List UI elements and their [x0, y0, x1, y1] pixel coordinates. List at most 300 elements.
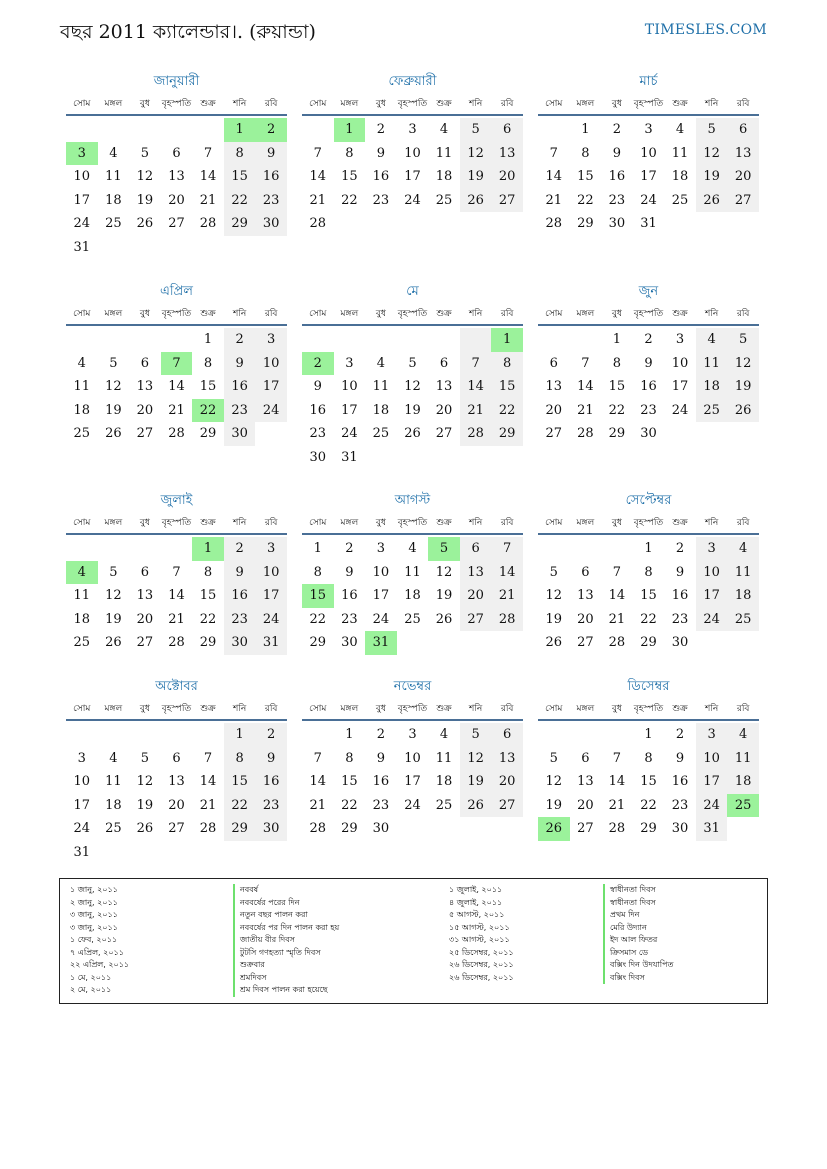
day-cell[interactable]: 19 — [545, 797, 563, 813]
day-cell[interactable]: 5 — [696, 118, 728, 142]
day-cell[interactable]: 18 — [404, 588, 421, 604]
day-cell[interactable]: 21 — [608, 797, 626, 813]
day-cell[interactable]: 14 — [491, 561, 523, 585]
day-cell[interactable]: 26 — [105, 635, 122, 651]
day-cell[interactable]: 9 — [224, 561, 256, 585]
day-cell[interactable]: 22 — [224, 794, 256, 818]
day-cell[interactable]: 29 — [199, 635, 217, 651]
day-cell[interactable]: 10 — [341, 379, 358, 395]
day-cell[interactable]: 28 — [168, 426, 185, 442]
day-cell[interactable]: 25 — [105, 216, 122, 232]
day-cell[interactable]: 19 — [435, 588, 453, 604]
day-cell[interactable]: 8 — [491, 352, 523, 376]
day-cell[interactable]: 13 — [577, 588, 594, 604]
day-cell[interactable]: 1 — [203, 332, 213, 347]
day-cell[interactable]: 2 — [224, 537, 256, 561]
day-cell[interactable]: 21 — [460, 399, 492, 423]
day-cell[interactable]: 16 — [224, 375, 256, 399]
day-cell[interactable]: 6 — [140, 355, 150, 371]
day-cell[interactable]: 9 — [255, 747, 287, 771]
day-cell[interactable]: 28 — [491, 608, 523, 632]
day-cell[interactable]: 30 — [255, 212, 287, 236]
day-cell[interactable]: 23 — [671, 611, 689, 627]
day-cell[interactable]: 17 — [73, 192, 91, 208]
day-cell[interactable]: 22 — [640, 797, 657, 813]
day-cell[interactable]: 6 — [460, 537, 492, 561]
day-cell[interactable]: 13 — [168, 169, 185, 185]
day-cell[interactable]: 14 — [309, 169, 327, 185]
day-cell[interactable]: 25 — [696, 399, 728, 423]
day-cell[interactable]: 16 — [372, 774, 390, 790]
day-cell[interactable]: 31 — [73, 239, 91, 255]
day-cell[interactable]: 14 — [309, 774, 327, 790]
day-cell[interactable]: 25 — [73, 426, 91, 442]
day-cell[interactable]: 3 — [345, 355, 354, 371]
holiday-cell[interactable]: 4 — [66, 561, 98, 585]
day-cell[interactable]: 26 — [136, 821, 154, 837]
day-cell[interactable]: 2 — [345, 541, 354, 556]
day-cell[interactable]: 27 — [136, 635, 154, 651]
day-cell[interactable]: 5 — [549, 564, 558, 580]
day-cell[interactable]: 24 — [696, 794, 728, 818]
day-cell[interactable]: 5 — [460, 118, 492, 142]
day-cell[interactable]: 31 — [73, 844, 91, 860]
day-cell[interactable]: 9 — [675, 750, 685, 766]
day-cell[interactable]: 18 — [727, 584, 759, 608]
day-cell[interactable]: 24 — [73, 821, 91, 837]
day-cell[interactable]: 10 — [73, 774, 91, 790]
day-cell[interactable]: 27 — [491, 794, 523, 818]
day-cell[interactable]: 9 — [255, 142, 287, 166]
day-cell[interactable]: 5 — [549, 750, 558, 766]
day-cell[interactable]: 19 — [136, 192, 154, 208]
day-cell[interactable]: 24 — [404, 192, 421, 208]
day-cell[interactable]: 10 — [255, 561, 287, 585]
day-cell[interactable]: 22 — [224, 189, 256, 213]
day-cell[interactable]: 24 — [341, 426, 358, 442]
day-cell[interactable]: 11 — [105, 169, 122, 185]
day-cell[interactable]: 17 — [671, 379, 689, 395]
day-cell[interactable]: 12 — [136, 169, 154, 185]
day-cell[interactable]: 2 — [644, 332, 653, 347]
day-cell[interactable]: 23 — [255, 189, 287, 213]
day-cell[interactable]: 18 — [73, 611, 91, 627]
day-cell[interactable]: 27 — [168, 821, 185, 837]
day-cell[interactable]: 18 — [372, 402, 390, 418]
day-cell[interactable]: 27 — [168, 216, 185, 232]
day-cell[interactable]: 14 — [460, 375, 492, 399]
day-cell[interactable]: 15 — [224, 770, 256, 794]
day-cell[interactable]: 16 — [671, 774, 689, 790]
day-cell[interactable]: 6 — [439, 355, 449, 371]
day-cell[interactable]: 2 — [376, 727, 386, 742]
day-cell[interactable]: 29 — [341, 821, 358, 837]
day-cell[interactable]: 21 — [545, 192, 563, 208]
day-cell[interactable]: 28 — [199, 216, 217, 232]
day-cell[interactable]: 1 — [644, 727, 653, 742]
day-cell[interactable]: 4 — [77, 355, 86, 371]
day-cell[interactable]: 30 — [608, 216, 626, 232]
day-cell[interactable]: 7 — [203, 750, 213, 766]
day-cell[interactable]: 19 — [136, 797, 154, 813]
day-cell[interactable]: 22 — [341, 192, 358, 208]
day-cell[interactable]: 15 — [341, 169, 358, 185]
day-cell[interactable]: 3 — [408, 122, 417, 137]
day-cell[interactable]: 16 — [341, 588, 358, 604]
day-cell[interactable]: 23 — [640, 402, 657, 418]
day-cell[interactable]: 13 — [577, 774, 594, 790]
day-cell[interactable]: 16 — [224, 584, 256, 608]
day-cell[interactable]: 8 — [345, 145, 354, 161]
day-cell[interactable]: 7 — [491, 537, 523, 561]
day-cell[interactable]: 26 — [460, 189, 492, 213]
day-cell[interactable]: 6 — [581, 564, 590, 580]
day-cell[interactable]: 10 — [255, 352, 287, 376]
day-cell[interactable]: 23 — [608, 192, 626, 208]
day-cell[interactable]: 24 — [372, 611, 390, 627]
holiday-cell[interactable]: 31 — [365, 631, 397, 655]
day-cell[interactable]: 19 — [545, 611, 563, 627]
day-cell[interactable]: 6 — [172, 145, 181, 161]
day-cell[interactable]: 29 — [309, 635, 327, 651]
day-cell[interactable]: 25 — [105, 821, 122, 837]
day-cell[interactable]: 10 — [640, 145, 657, 161]
day-cell[interactable]: 24 — [404, 797, 421, 813]
day-cell[interactable]: 30 — [309, 449, 327, 465]
day-cell[interactable]: 4 — [408, 541, 417, 556]
day-cell[interactable]: 26 — [404, 426, 421, 442]
day-cell[interactable]: 15 — [341, 774, 358, 790]
day-cell[interactable]: 20 — [545, 402, 563, 418]
day-cell[interactable]: 13 — [727, 142, 759, 166]
day-cell[interactable]: 3 — [376, 541, 386, 556]
day-cell[interactable]: 29 — [640, 635, 657, 651]
day-cell[interactable]: 20 — [460, 584, 492, 608]
day-cell[interactable]: 27 — [577, 821, 594, 837]
day-cell[interactable]: 30 — [224, 631, 256, 655]
day-cell[interactable]: 10 — [696, 747, 728, 771]
day-cell[interactable]: 15 — [640, 588, 657, 604]
day-cell[interactable]: 22 — [199, 611, 217, 627]
holiday-cell[interactable]: 15 — [302, 584, 334, 608]
day-cell[interactable]: 27 — [577, 635, 594, 651]
holiday-cell[interactable]: 22 — [192, 399, 224, 423]
day-cell[interactable]: 5 — [727, 328, 759, 352]
day-cell[interactable]: 20 — [727, 165, 759, 189]
day-cell[interactable]: 15 — [224, 165, 256, 189]
holiday-cell[interactable]: 3 — [66, 142, 98, 166]
day-cell[interactable]: 17 — [640, 169, 657, 185]
day-cell[interactable]: 7 — [549, 145, 558, 161]
day-cell[interactable]: 8 — [644, 564, 653, 580]
day-cell[interactable]: 17 — [372, 588, 390, 604]
day-cell[interactable]: 5 — [109, 355, 118, 371]
day-cell[interactable]: 23 — [224, 608, 256, 632]
holiday-cell[interactable]: 5 — [428, 537, 460, 561]
day-cell[interactable]: 8 — [203, 564, 213, 580]
day-cell[interactable]: 11 — [73, 379, 91, 395]
day-cell[interactable]: 12 — [435, 564, 453, 580]
day-cell[interactable]: 20 — [168, 797, 185, 813]
day-cell[interactable]: 4 — [376, 355, 386, 371]
day-cell[interactable]: 14 — [168, 379, 185, 395]
day-cell[interactable]: 17 — [255, 584, 287, 608]
day-cell[interactable]: 9 — [644, 355, 653, 371]
day-cell[interactable]: 1 — [345, 727, 354, 742]
day-cell[interactable]: 6 — [491, 723, 523, 747]
day-cell[interactable]: 20 — [136, 402, 154, 418]
day-cell[interactable]: 16 — [309, 402, 327, 418]
day-cell[interactable]: 6 — [140, 564, 150, 580]
day-cell[interactable]: 18 — [696, 375, 728, 399]
holiday-cell[interactable]: 7 — [161, 352, 193, 376]
day-cell[interactable]: 20 — [577, 611, 594, 627]
day-cell[interactable]: 10 — [404, 750, 421, 766]
day-cell[interactable]: 15 — [199, 588, 217, 604]
day-cell[interactable]: 28 — [545, 216, 563, 232]
day-cell[interactable]: 4 — [727, 537, 759, 561]
day-cell[interactable]: 20 — [435, 402, 453, 418]
day-cell[interactable]: 3 — [408, 727, 417, 742]
day-cell[interactable]: 10 — [404, 145, 421, 161]
day-cell[interactable]: 19 — [727, 375, 759, 399]
day-cell[interactable]: 11 — [372, 379, 390, 395]
day-cell[interactable]: 11 — [73, 588, 91, 604]
day-cell[interactable]: 4 — [727, 723, 759, 747]
day-cell[interactable]: 12 — [460, 747, 492, 771]
day-cell[interactable]: 31 — [696, 817, 728, 841]
day-cell[interactable]: 20 — [136, 611, 154, 627]
day-cell[interactable]: 14 — [608, 588, 626, 604]
day-cell[interactable]: 24 — [696, 608, 728, 632]
day-cell[interactable]: 1 — [313, 541, 322, 556]
day-cell[interactable]: 24 — [640, 192, 657, 208]
day-cell[interactable]: 26 — [727, 399, 759, 423]
day-cell[interactable]: 1 — [581, 122, 590, 137]
day-cell[interactable]: 14 — [199, 774, 217, 790]
day-cell[interactable]: 13 — [460, 561, 492, 585]
day-cell[interactable]: 16 — [255, 165, 287, 189]
holiday-cell[interactable]: 2 — [255, 118, 287, 142]
day-cell[interactable]: 26 — [460, 794, 492, 818]
day-cell[interactable]: 9 — [376, 145, 386, 161]
day-cell[interactable]: 5 — [408, 355, 417, 371]
day-cell[interactable]: 30 — [224, 422, 256, 446]
day-cell[interactable]: 27 — [727, 189, 759, 213]
day-cell[interactable]: 21 — [608, 611, 626, 627]
day-cell[interactable]: 3 — [255, 328, 287, 352]
day-cell[interactable]: 14 — [545, 169, 563, 185]
day-cell[interactable]: 9 — [224, 352, 256, 376]
day-cell[interactable]: 28 — [309, 216, 327, 232]
day-cell[interactable]: 13 — [491, 747, 523, 771]
day-cell[interactable]: 7 — [172, 564, 181, 580]
day-cell[interactable]: 8 — [612, 355, 622, 371]
day-cell[interactable]: 16 — [640, 379, 657, 395]
day-cell[interactable]: 18 — [73, 402, 91, 418]
day-cell[interactable]: 11 — [404, 564, 421, 580]
day-cell[interactable]: 20 — [491, 165, 523, 189]
day-cell[interactable]: 15 — [608, 379, 626, 395]
holiday-cell[interactable]: 1 — [491, 328, 523, 352]
day-cell[interactable]: 7 — [460, 352, 492, 376]
day-cell[interactable]: 17 — [696, 770, 728, 794]
day-cell[interactable]: 23 — [372, 192, 390, 208]
day-cell[interactable]: 18 — [435, 774, 453, 790]
day-cell[interactable]: 25 — [727, 608, 759, 632]
day-cell[interactable]: 7 — [313, 145, 322, 161]
day-cell[interactable]: 25 — [372, 426, 390, 442]
day-cell[interactable]: 20 — [168, 192, 185, 208]
day-cell[interactable]: 1 — [644, 541, 653, 556]
day-cell[interactable]: 17 — [404, 169, 421, 185]
day-cell[interactable]: 19 — [105, 611, 122, 627]
day-cell[interactable]: 17 — [255, 375, 287, 399]
day-cell[interactable]: 19 — [696, 165, 728, 189]
day-cell[interactable]: 27 — [435, 426, 453, 442]
day-cell[interactable]: 13 — [136, 379, 154, 395]
day-cell[interactable]: 28 — [168, 635, 185, 651]
day-cell[interactable]: 8 — [203, 355, 213, 371]
holiday-cell[interactable]: 2 — [302, 352, 334, 376]
day-cell[interactable]: 3 — [675, 332, 685, 347]
day-cell[interactable]: 6 — [172, 750, 181, 766]
day-cell[interactable]: 29 — [224, 817, 256, 841]
day-cell[interactable]: 12 — [136, 774, 154, 790]
day-cell[interactable]: 4 — [696, 328, 728, 352]
day-cell[interactable]: 16 — [255, 770, 287, 794]
day-cell[interactable]: 10 — [372, 564, 390, 580]
day-cell[interactable]: 7 — [203, 145, 213, 161]
day-cell[interactable]: 19 — [404, 402, 421, 418]
day-cell[interactable]: 9 — [376, 750, 386, 766]
day-cell[interactable]: 15 — [199, 379, 217, 395]
day-cell[interactable]: 22 — [309, 611, 327, 627]
holiday-cell[interactable]: 25 — [727, 794, 759, 818]
day-cell[interactable]: 10 — [671, 355, 689, 371]
day-cell[interactable]: 4 — [109, 750, 118, 766]
day-cell[interactable]: 10 — [696, 561, 728, 585]
day-cell[interactable]: 9 — [345, 564, 354, 580]
day-cell[interactable]: 12 — [727, 352, 759, 376]
day-cell[interactable]: 31 — [640, 216, 657, 232]
day-cell[interactable]: 11 — [435, 750, 453, 766]
day-cell[interactable]: 27 — [460, 608, 492, 632]
day-cell[interactable]: 19 — [105, 402, 122, 418]
day-cell[interactable]: 2 — [224, 328, 256, 352]
day-cell[interactable]: 18 — [727, 770, 759, 794]
day-cell[interactable]: 3 — [696, 537, 728, 561]
day-cell[interactable]: 19 — [460, 770, 492, 794]
day-cell[interactable]: 6 — [491, 118, 523, 142]
day-cell[interactable]: 28 — [460, 422, 492, 446]
day-cell[interactable]: 13 — [168, 774, 185, 790]
day-cell[interactable]: 8 — [224, 142, 256, 166]
day-cell[interactable]: 7 — [612, 750, 622, 766]
day-cell[interactable]: 10 — [73, 169, 91, 185]
day-cell[interactable]: 12 — [696, 142, 728, 166]
day-cell[interactable]: 5 — [109, 564, 118, 580]
day-cell[interactable]: 30 — [671, 635, 689, 651]
day-cell[interactable]: 20 — [491, 770, 523, 794]
day-cell[interactable]: 29 — [491, 422, 523, 446]
holiday-cell[interactable]: 1 — [224, 118, 256, 142]
day-cell[interactable]: 11 — [727, 561, 759, 585]
day-cell[interactable]: 31 — [255, 631, 287, 655]
day-cell[interactable]: 18 — [671, 169, 689, 185]
day-cell[interactable]: 27 — [491, 189, 523, 213]
day-cell[interactable]: 14 — [168, 588, 185, 604]
day-cell[interactable]: 13 — [491, 142, 523, 166]
day-cell[interactable]: 28 — [608, 635, 626, 651]
day-cell[interactable]: 29 — [199, 426, 217, 442]
day-cell[interactable]: 1 — [224, 723, 256, 747]
day-cell[interactable]: 8 — [644, 750, 653, 766]
day-cell[interactable]: 11 — [671, 145, 689, 161]
day-cell[interactable]: 3 — [644, 122, 653, 137]
day-cell[interactable]: 6 — [549, 355, 558, 371]
day-cell[interactable]: 21 — [168, 611, 185, 627]
day-cell[interactable]: 25 — [435, 192, 453, 208]
day-cell[interactable]: 26 — [136, 216, 154, 232]
day-cell[interactable]: 24 — [671, 402, 689, 418]
day-cell[interactable]: 11 — [727, 747, 759, 771]
day-cell[interactable]: 18 — [435, 169, 453, 185]
day-cell[interactable]: 13 — [136, 588, 154, 604]
day-cell[interactable]: 23 — [372, 797, 390, 813]
day-cell[interactable]: 22 — [491, 399, 523, 423]
day-cell[interactable]: 4 — [439, 727, 449, 742]
day-cell[interactable]: 1 — [612, 332, 622, 347]
day-cell[interactable]: 30 — [671, 821, 689, 837]
day-cell[interactable]: 25 — [73, 635, 91, 651]
day-cell[interactable]: 2 — [255, 723, 287, 747]
day-cell[interactable]: 3 — [77, 750, 86, 766]
day-cell[interactable]: 3 — [696, 723, 728, 747]
day-cell[interactable]: 13 — [435, 379, 453, 395]
day-cell[interactable]: 25 — [671, 192, 689, 208]
day-cell[interactable]: 30 — [640, 426, 657, 442]
day-cell[interactable]: 16 — [608, 169, 626, 185]
day-cell[interactable]: 30 — [341, 635, 358, 651]
holiday-cell[interactable]: 26 — [538, 817, 570, 841]
day-cell[interactable]: 17 — [404, 774, 421, 790]
day-cell[interactable]: 17 — [73, 797, 91, 813]
day-cell[interactable]: 14 — [577, 379, 594, 395]
day-cell[interactable]: 31 — [341, 449, 358, 465]
day-cell[interactable]: 23 — [255, 794, 287, 818]
day-cell[interactable]: 12 — [105, 588, 122, 604]
day-cell[interactable]: 8 — [581, 145, 590, 161]
day-cell[interactable]: 27 — [545, 426, 563, 442]
holiday-cell[interactable]: 1 — [192, 537, 224, 561]
day-cell[interactable]: 2 — [376, 122, 386, 137]
day-cell[interactable]: 25 — [435, 797, 453, 813]
day-cell[interactable]: 30 — [255, 817, 287, 841]
day-cell[interactable]: 23 — [224, 399, 256, 423]
day-cell[interactable]: 29 — [640, 821, 657, 837]
day-cell[interactable]: 12 — [545, 588, 563, 604]
day-cell[interactable]: 23 — [309, 426, 327, 442]
day-cell[interactable]: 6 — [581, 750, 590, 766]
day-cell[interactable]: 15 — [491, 375, 523, 399]
day-cell[interactable]: 4 — [675, 122, 685, 137]
day-cell[interactable]: 9 — [313, 379, 322, 395]
day-cell[interactable]: 21 — [309, 192, 327, 208]
day-cell[interactable]: 5 — [140, 145, 150, 161]
day-cell[interactable]: 7 — [313, 750, 322, 766]
day-cell[interactable]: 26 — [545, 635, 563, 651]
